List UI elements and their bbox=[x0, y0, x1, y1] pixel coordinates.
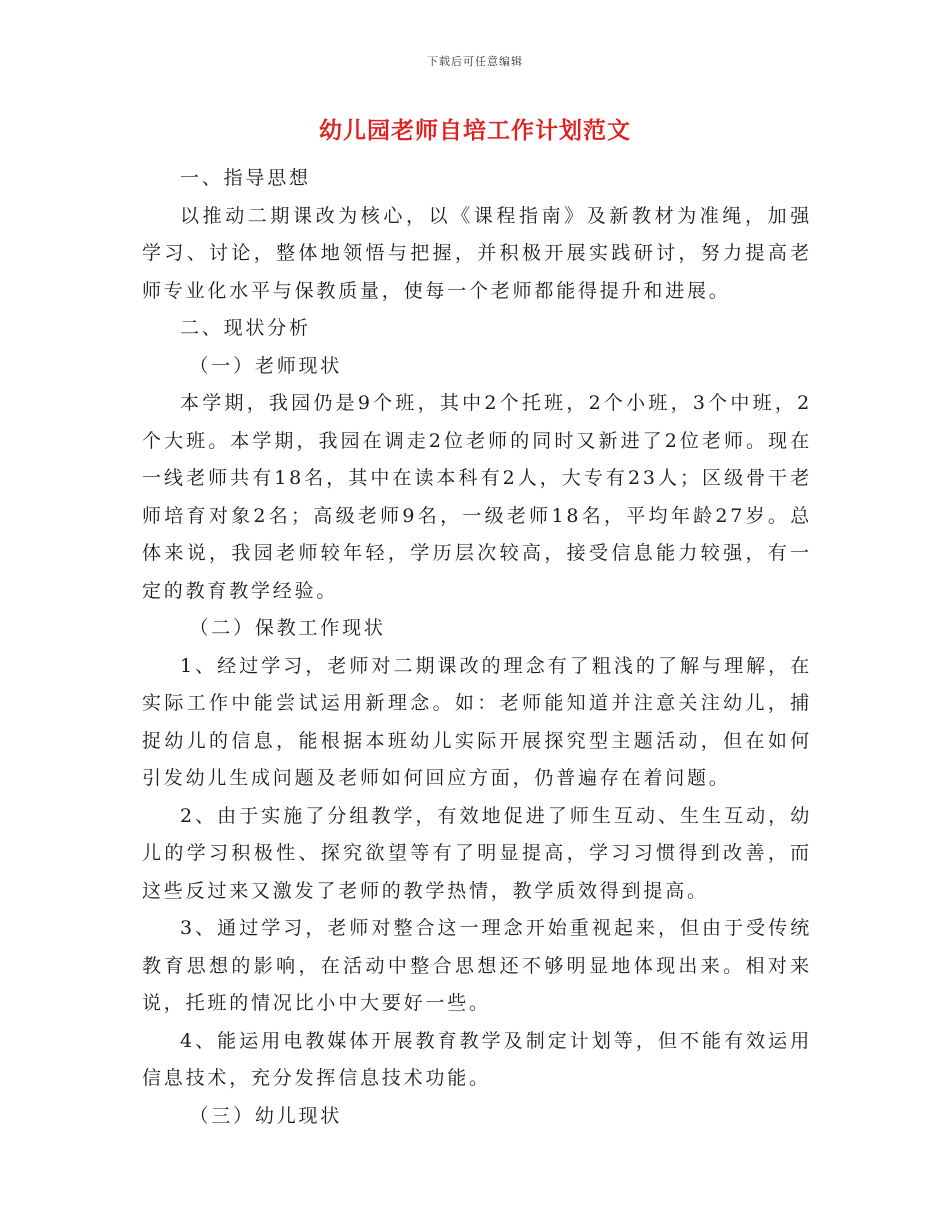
section-heading-guiding: 一、指导思想 bbox=[180, 167, 311, 189]
section-heading-status: 二、现状分析 bbox=[180, 317, 311, 339]
document-title: 幼儿园老师自培工作计划范文 bbox=[319, 117, 631, 144]
header-note: 下载后可任意编辑 bbox=[427, 55, 523, 68]
paragraph-teacher-status: 本学期，我园仍是9个班，其中2个托班，2个小班，3个中班，2个大班。本学期，我园在调走2位老师的同时又新进了2位老师。现在一线老师共有18名，其中在读本科有2人，大专有23人；区级骨干老师培育对象2名；高级老师9名，一级老师18名，平均年龄27岁。总体来说，我园老师较年轻，学历层次较高，接受信息能力较强，有一定的教育教学经验。 bbox=[142, 392, 812, 602]
paragraph-guiding: 以推动二期课改为核心，以《课程指南》及新教材为准绳，加强学习、讨论，整体地领悟与把握，并积极开展实践研讨，努力提高老师专业化水平与保教质量，使每一个老师都能得提升和进展。 bbox=[142, 204, 812, 302]
subheading-care-status: （二）保教工作现状 bbox=[189, 617, 386, 639]
paragraph-care-item-4: 4、能运用电教媒体开展教育教学及制定计划等，但不能有效运用信息技术，充分发挥信息技术功能。 bbox=[142, 1029, 812, 1089]
document-body bbox=[142, 160, 812, 1135]
paragraph-care-item-3: 3、通过学习，老师对整合这一理念开始重视起来，但由于受传统教育思想的影响，在活动中整合思想还不够明显地体现出来。相对来说，托班的情况比小中大要好一些。 bbox=[142, 917, 812, 1014]
subheading-child-status: （三）幼儿现状 bbox=[189, 1104, 343, 1127]
paragraph-care-item-1: 1、经过学习，老师对二期课改的理念有了粗浅的了解与理解，在实际工作中能尝试运用新理念。如：老师能知道并注意关注幼儿，捕捉幼儿的信息，能根据本班幼儿实际开展探究型主题活动，但在如何引发幼儿生成问题及老师如何回应方面，仍普遍存在着问题。 bbox=[142, 654, 812, 789]
subheading-teacher-status: （一）老师现状 bbox=[189, 354, 343, 377]
paragraph-care-item-2: 2、由于实施了分组教学，有效地促进了师生互动、生生互动，幼儿的学习积极性、探究欲望等有了明显提高，学习习惯得到改善，而这些反过来又激发了老师的教学热情，教学质效得到提高。 bbox=[142, 804, 812, 902]
